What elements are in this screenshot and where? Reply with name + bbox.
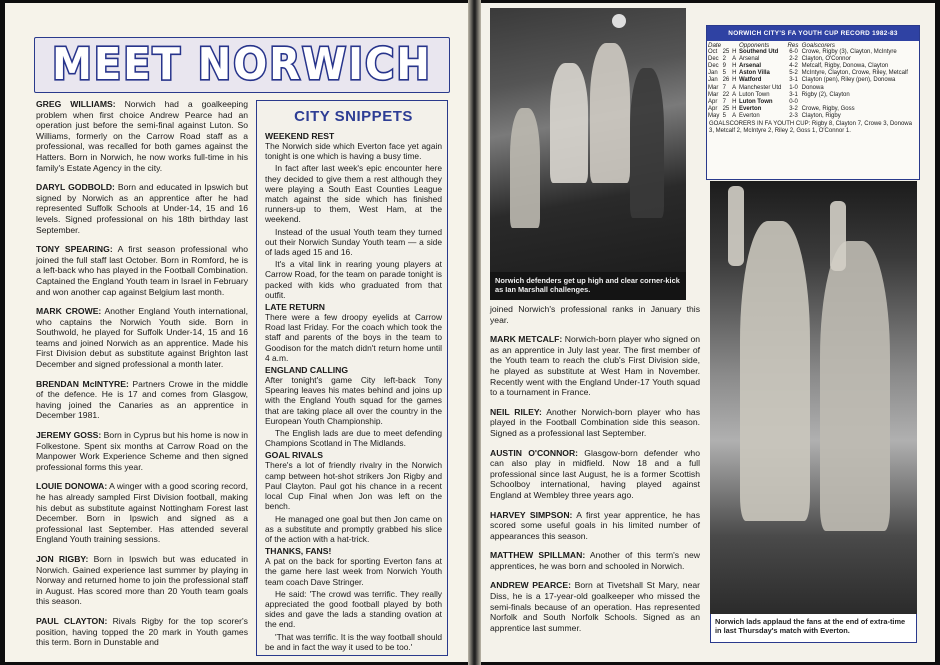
header-scorers: Goalscorers [801,42,836,49]
header-result: Res [787,42,799,49]
row-day: 25 [722,49,730,56]
player-bio: Norwich-born player who signed on as an apprentice in July last year. The first member of the Youth team to reach the club's First Division side, he played as substitute at West Ham in November. Recently went with the England Under-17 Youth squad to a tournament in France. [490,334,701,398]
profile-paragraph [490,510,700,542]
snippet-heading: THANKS, FANS! [265,546,332,557]
player-name: AUSTIN O'CONNOR: [490,447,579,458]
player-name: MARK CROWE: [36,306,102,317]
player-bio: Born in Cyprus but his home is now in Folkestone. Spent six months at Carrow Road on the Manpower Work Experience Scheme and then signed professional forms this year. [36,430,248,472]
player-name: JON RIGBY: [36,553,89,564]
player-name: MATTHEW SPILLMAN: [490,550,586,561]
record-body [707,49,919,120]
snippet-heading: GOAL RIVALS [265,450,323,461]
row-venue: H [732,98,737,105]
profile-paragraph [36,379,248,421]
header-date: Date [708,42,722,49]
row-result: 3-1 [789,91,798,98]
player-bio: Another of this term's new apprentices, he was born and schooled in Norwich. [490,550,700,571]
row-day: 5 [722,70,726,77]
player-bio: A first season professional who joined the full staff last October. Born in Romford, he is a left-back who has played in the Football Combination. Captained the England Youth team in Israel in February and won another cap against Belgium last month. [36,244,248,297]
row-opponent: Arsenal [738,56,760,63]
row-month: Oct [708,49,718,56]
player-bio: A winger with a good scoring record, he has already sampled First Division football, making his debut as substitute against Nottingham Forest last December. Born in Ipswich and signed as a professional last September. Has attended several England Youth training sessions. [36,481,248,545]
snippet-heading: WEEKEND REST [265,131,335,141]
row-opponent: Luton Town [738,91,770,98]
row-venue: H [732,70,737,77]
row-opponent: Manchester Utd [738,84,782,91]
row-month: Jan [708,77,718,84]
row-scorers: McIntyre, Clayton, Crowe, Riley, Metcalf [801,70,908,77]
row-day: 7 [722,98,726,105]
row-day: 9 [722,63,726,70]
player-name: GREG WILLIAMS: [36,99,116,109]
snippet-paragraph: In fact after last week's epic encounter here they decided to give them a rest although they were playing a South East Counties League match against the side which has finished runners-up to them, West Ham, at the weekend. [265,163,442,225]
youth-cup-record [706,25,920,180]
row-venue: A [732,84,737,91]
table-row [707,77,919,84]
profile-paragraph [36,182,248,235]
row-venue: A [732,56,737,63]
row-day: 26 [722,77,730,84]
player-bio: Glasgow-born defender who can also play in midfield. Now 18 and a full professional since last August, he is a former Scottish Schoolboy international, having played against England at Wembley three years ago. [490,447,700,500]
row-day: 22 [722,91,730,98]
row-month: Dec [708,56,719,63]
row-venue: A [732,91,737,98]
row-opponent: Watford [738,77,762,84]
row-day: 7 [722,84,726,91]
row-scorers: Metcalf, Rigby, Donowa, Clayton [801,63,889,70]
profile-paragraph [490,448,700,501]
row-opponent: Luton Town [738,98,773,105]
row-opponent: Aston Villa [738,70,770,77]
row-venue: A [732,112,737,119]
snippet-paragraph: He said: 'The crowd was terrific. They really appreciated the good football played by both sides and gave the lads a standing ovation at the end. [265,588,442,630]
row-scorers: Clayton, Rigby [801,112,841,119]
row-day: 5 [722,112,726,119]
snippet-paragraph: There were a few droopy eyelids at Carrow Road last Friday. For the coach which took the staff and parents of the boys in the team to Goodison for the match didn't return home until 4 a.m. [265,312,442,363]
player-name: BRENDAN McINTYRE: [36,378,129,389]
player-name: JEREMY GOSS: [36,430,102,441]
profile-paragraph [490,334,700,398]
profile-paragraph [36,244,248,297]
player-bio: Born at Tivetshall St Mary, near Diss, he is a 17-year-old goalkeeper who missed the semi-finals because of an operation. Has represented Norfolk and South Norfolk Schools. Signed as an apprentice last summer. [490,580,700,633]
snippet-paragraph: Instead of the usual Youth team they turned out their Norwich Sunday Youth team — a side of lads aged 15 and 16. [265,226,442,258]
snippet-paragraph: It's a vital link in rearing young players at Carrow Road, for the team on parade tonight is packed with kids who graduated from that outfit. [265,259,442,300]
snippet-heading: ENGLAND CALLING [265,365,349,376]
row-scorers: Rigby (2), Clayton [801,91,850,98]
snippet-paragraph: He managed one goal but then Jon came on as a substitute and promptly grabbed his slice of the action with a hat-trick. [265,513,442,544]
table-row [707,70,919,77]
row-scorers: Clayton (pen), Riley (pen), Donowa [801,77,896,84]
row-opponent: Everton [738,105,762,112]
profile-paragraph [36,481,248,545]
row-venue: H [732,77,737,84]
table-row [707,85,919,92]
row-result: 5-2 [789,70,798,77]
profile-paragraph [490,550,700,571]
player-name: ANDREW PEARCE: [490,580,571,591]
player-name: HARVEY SIMPSON: [490,509,573,520]
profiles-column-right [490,304,700,642]
snippets-body [265,131,442,652]
player-bio: Another Norwich-born player who has played in the Football Combination side this season. Signed as a professional last September. [490,406,700,438]
page-title: MEET NORWICH [52,40,432,90]
player-bio: Another England Youth international, who captains the Norwich Youth side. Born in Southwold, he played for Suffolk Under-14, 15 and 16 teams and joined Norwich as an apprentice. Made his First Division debut as substitute against Brighton last December and signed professional a month later. [36,306,249,370]
row-result: 6-0 [789,49,798,56]
row-opponent: Everton [738,112,760,119]
record-header-row [707,42,919,49]
player-name: DARYL GODBOLD: [36,182,115,193]
profile-paragraph [36,99,248,173]
row-scorers: Clayton, O'Connor [801,56,851,63]
left-page [5,3,468,662]
profile-paragraph [36,306,248,370]
player-name: MARK METCALF: [490,334,563,345]
title-box [34,37,450,93]
row-venue: H [732,105,737,112]
snippet-paragraph: There's a lot of friendly rivalry in the Norwich camp between hot-shot strikers Jon Rigby and Paul Clayton. Paul got his chance in a recent local Cup Final when Jon was left on the bench. [265,460,442,512]
row-venue: H [732,63,737,70]
snippets-title: CITY SNIPPETS [294,108,413,125]
row-opponent: Arsenal [738,63,761,70]
table-row [707,113,919,120]
snippet-heading: LATE RETURN [265,302,325,313]
player-name: LOUIE DONOWA: [36,481,108,492]
city-snippets-box [256,100,448,656]
photo1-caption: Norwich defenders get up high and clear corner-kick as Ian Marshall challenges. [490,272,686,300]
row-month: Dec [708,63,719,70]
player-bio: Born and educated in Ipswich but signed by Norwich as an apprentice after he had represented Suffolk Schools at Under-14, 15 and 16 levels. Signed professional on his 18th birthday last September. [36,182,249,235]
row-result: 3-1 [789,77,798,84]
table-row [707,92,919,99]
player-name: TONY SPEARING: [36,244,113,255]
row-month: Mar [708,91,719,98]
table-row [707,63,919,70]
player-bio: Born in Ipswich but was educated in Norwich. Gained experience last summer by playing in Norway and returned home to join the professional staff in August. Has scored more than 20 Youth team goals this season. [36,553,248,607]
row-result: 0-0 [789,98,798,105]
header-opponents: Opponents [738,42,770,49]
row-day: 2 [722,56,726,63]
table-row [707,99,919,106]
photo2-caption: Norwich lads applaud the fans at the end of extra-time in last Thursday's match with Everton. [710,614,917,643]
profile-paragraph [36,554,248,607]
player-bio: Norwich had a goalkeeping problem when first choice Andrew Pearce had an operation just before the semi-final against Luton. So Williams, formerly on the Carrow Road staff as a professional, was recalled for both games against the Hatters. Born in Norwich, he now works full-time in his family's Estate Agency in the city. [36,99,248,173]
row-scorers: Crowe, Rigby, Goss [801,105,855,112]
record-title: NORWICH CITY'S FA YOUTH CUP RECORD 1982-83 [707,26,919,41]
profile-paragraph [36,430,248,472]
record-table [707,42,919,120]
row-result: 3-2 [789,105,798,112]
profiles-column-left [36,99,248,657]
row-scorers: Crowe, Rigby (3), Clayton, McIntyre [801,49,897,56]
player-name: NEIL RILEY: [490,406,542,417]
record-totals: GOALSCORERS IN FA YOUTH CUP: Rigby 8, Clayton 7, Crowe 3, Donowa 3, Metcalf 2, McIntyre 2, Riley 2, Goss 1, O'Connor 1. [709,121,912,135]
snippet-paragraph: After tonight's game City left-back Tony Spearing leaves his mates behind and joins up with the England Youth squad for the games that are taking place all over the country in the European Youth Championship. [265,375,442,426]
photo-lads-applaud [710,181,917,614]
snippet-paragraph: 'That was terrific. It is the way football should be and in fact the way it used to be too.' [265,631,442,652]
row-result: 2-2 [789,56,798,63]
row-month: Jan [708,70,718,77]
row-opponent: Southend Utd [738,49,779,56]
row-result: 4-2 [789,63,798,70]
gutter [468,0,481,665]
profile-paragraph [36,616,248,648]
row-scorers: Donowa [801,84,824,91]
row-month: Mar [708,84,719,91]
row-month: May [708,112,720,119]
row-day: 25 [722,105,730,112]
row-result: 2-3 [789,112,798,119]
table-row [707,106,919,113]
table-row [707,49,919,56]
snippet-paragraph: The English lads are due to meet defending Champions Scotland in The Midlands. [265,428,442,449]
player-name: PAUL CLAYTON: [36,615,108,626]
row-venue: H [732,49,737,56]
player-bio: Partners Crowe in the middle of the defence. He is 17 and comes from Glasgow, having joined the Canaries as an apprentice in December 1981. [36,378,248,421]
row-scorers [801,99,919,106]
row-month: Apr [708,98,718,105]
right-page [481,3,935,662]
row-month: Apr [708,105,718,112]
profile-paragraph [490,407,700,439]
player-bio: Rivals Rigby for the top scorer's position, having topped the 20 mark in Youth games this term. Born in Dunstable and [36,615,248,648]
row-result: 1-0 [789,84,798,91]
profile-paragraph [490,580,700,633]
photo-header-challenge [490,8,686,298]
snippet-paragraph: The Norwich side which Everton face yet again tonight is one which is having a busy time. [265,141,442,162]
snippet-paragraph: A pat on the back for sporting Everton fans at the game here last week from Norwich Youth team coach Dave Stringer. [265,556,442,587]
table-row [707,56,919,63]
player-bio: A first year apprentice, he has scored some useful goals in his limited number of appearances this season. [490,509,700,541]
continuation-text: joined Norwich's professional ranks in January this year. [490,304,700,325]
